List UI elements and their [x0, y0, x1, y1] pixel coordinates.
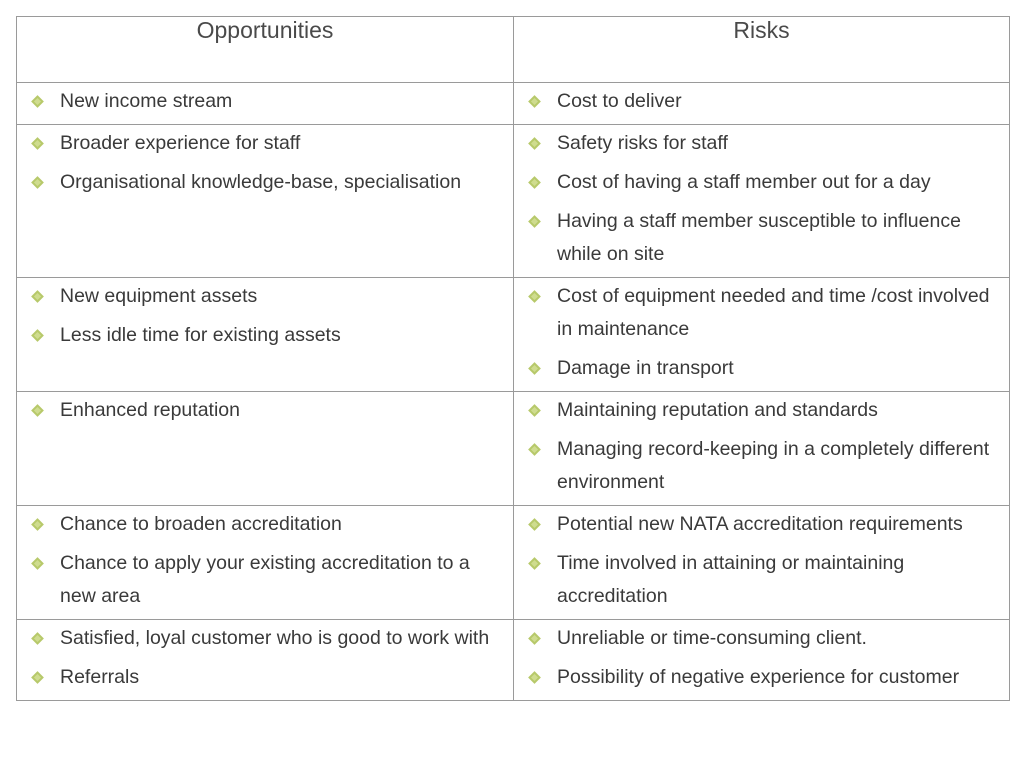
item-text: Chance to apply your existing accreditation to a new area	[60, 552, 470, 607]
item-text: Potential new NATA accreditation requirements	[557, 513, 963, 535]
table-row	[17, 83, 1010, 125]
risks-list	[514, 278, 1009, 391]
opportunities-list	[17, 278, 513, 358]
list-item	[522, 547, 999, 613]
item-text: Damage in transport	[557, 357, 734, 379]
risks-list	[514, 620, 1009, 700]
item-text: Possibility of negative experience for customer	[557, 666, 960, 688]
diamond-bullet-icon	[31, 557, 44, 570]
table-row	[17, 278, 1010, 392]
diamond-bullet-icon	[31, 671, 44, 684]
diamond-bullet-icon	[31, 290, 44, 303]
risks-cell	[514, 278, 1010, 392]
diamond-bullet-icon	[31, 518, 44, 531]
item-text: Organisational knowledge-base, specialisation	[60, 171, 462, 193]
item-text: New equipment assets	[60, 285, 258, 307]
list-item	[522, 280, 999, 346]
opportunities-cell	[17, 392, 514, 506]
risks-cell	[514, 506, 1010, 620]
list-item	[522, 205, 999, 271]
opportunities-list	[17, 506, 513, 619]
diamond-bullet-icon	[31, 176, 44, 189]
risks-cell	[514, 125, 1010, 278]
item-text: Maintaining reputation and standards	[557, 399, 878, 421]
risks-list	[514, 83, 1009, 124]
opportunities-risks-table	[16, 16, 1010, 701]
list-item	[25, 394, 503, 427]
list-item	[25, 127, 503, 160]
opportunities-cell	[17, 125, 514, 278]
list-item	[522, 166, 999, 199]
item-text: Satisfied, loyal customer who is good to work with	[60, 627, 490, 649]
risks-list	[514, 392, 1009, 505]
diamond-bullet-icon	[31, 329, 44, 342]
item-text: Chance to broaden accreditation	[60, 513, 342, 535]
risks-cell	[514, 620, 1010, 701]
item-text: Referrals	[60, 666, 140, 688]
table-row	[17, 506, 1010, 620]
table-row	[17, 620, 1010, 701]
item-text: Less idle time for existing assets	[60, 324, 341, 346]
opportunities-list	[17, 620, 513, 700]
list-item	[522, 394, 999, 427]
item-text: Having a staff member susceptible to influence while on site	[557, 210, 961, 265]
item-text: Time involved in attaining or maintaining accreditation	[557, 552, 905, 607]
diamond-bullet-icon	[528, 362, 541, 375]
opportunities-header: Opportunities	[17, 17, 514, 83]
risks-list	[514, 506, 1009, 619]
opportunities-cell	[17, 506, 514, 620]
list-item	[25, 319, 503, 352]
item-text: Safety risks for staff	[557, 132, 728, 154]
opportunities-cell	[17, 278, 514, 392]
header-row	[17, 17, 1010, 83]
opportunities-list	[17, 392, 513, 433]
list-item	[522, 508, 999, 541]
risks-header: Risks	[514, 17, 1010, 83]
diamond-bullet-icon	[528, 443, 541, 456]
list-item	[522, 661, 999, 694]
list-item	[25, 166, 503, 199]
diamond-bullet-icon	[528, 215, 541, 228]
list-item	[25, 547, 503, 613]
list-item	[25, 508, 503, 541]
table-row	[17, 392, 1010, 506]
list-item	[25, 280, 503, 313]
diamond-bullet-icon	[31, 95, 44, 108]
diamond-bullet-icon	[528, 176, 541, 189]
diamond-bullet-icon	[528, 404, 541, 417]
table-row	[17, 125, 1010, 278]
item-text: Broader experience for staff	[60, 132, 301, 154]
list-item	[25, 661, 503, 694]
diamond-bullet-icon	[528, 137, 541, 150]
opportunities-list	[17, 125, 513, 205]
diamond-bullet-icon	[528, 557, 541, 570]
item-text: Cost to deliver	[557, 90, 682, 112]
diamond-bullet-icon	[31, 632, 44, 645]
item-text: Unreliable or time-consuming client.	[557, 627, 867, 649]
list-item	[522, 433, 999, 499]
list-item	[25, 622, 503, 655]
opportunities-list	[17, 83, 513, 124]
risks-list	[514, 125, 1009, 277]
list-item	[522, 85, 999, 118]
list-item	[522, 622, 999, 655]
diamond-bullet-icon	[528, 290, 541, 303]
item-text: New income stream	[60, 90, 233, 112]
item-text: Enhanced reputation	[60, 399, 240, 421]
list-item	[522, 127, 999, 160]
diamond-bullet-icon	[31, 137, 44, 150]
risks-cell	[514, 83, 1010, 125]
diamond-bullet-icon	[31, 404, 44, 417]
list-item	[25, 85, 503, 118]
risks-cell	[514, 392, 1010, 506]
diamond-bullet-icon	[528, 632, 541, 645]
item-text: Managing record-keeping in a completely different environment	[557, 438, 990, 493]
opportunities-cell	[17, 83, 514, 125]
item-text: Cost of having a staff member out for a day	[557, 171, 931, 193]
diamond-bullet-icon	[528, 95, 541, 108]
diamond-bullet-icon	[528, 671, 541, 684]
item-text: Cost of equipment needed and time /cost involved in maintenance	[557, 285, 990, 340]
list-item	[522, 352, 999, 385]
opportunities-cell	[17, 620, 514, 701]
diamond-bullet-icon	[528, 518, 541, 531]
